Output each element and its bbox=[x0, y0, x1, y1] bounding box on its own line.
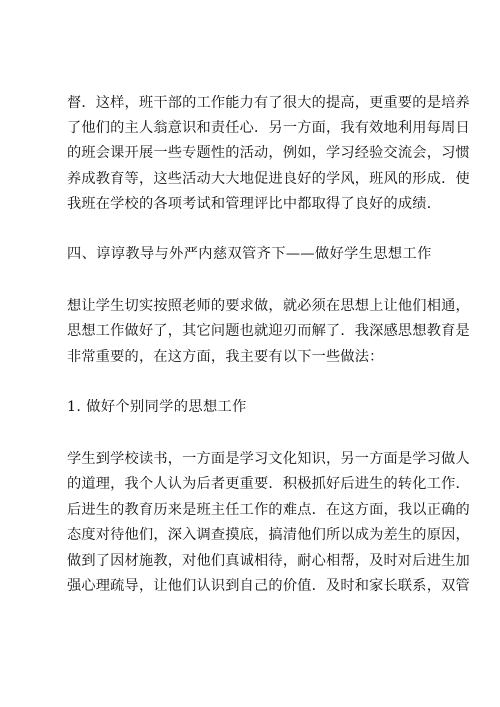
subheading: 1. 做好个别同学的思想工作 bbox=[67, 399, 247, 415]
paragraph-line: 了他们的主人翁意识和责任心．另一方面，我有效地利用每周日 bbox=[67, 120, 470, 136]
paragraph-line: 非常重要的，在这方面，我主要有以下一些做法： bbox=[67, 349, 384, 365]
paragraph-line: 后进生的教育历来是班主任工作的难点．在这方面，我以正确的 bbox=[67, 502, 470, 518]
paragraph-line: 的道理，我个人认为后者更重要．积极抓好后进生的转化工作． bbox=[67, 476, 470, 492]
paragraph-line: 养成教育等，这些活动大大地促进良好的学风，班风的形成．使 bbox=[67, 171, 470, 187]
section-heading: 四、谆谆教导与外严内慈双管齐下——做好学生思想工作 bbox=[67, 246, 432, 262]
paragraph-line: 学生到学校读书，一方面是学习文化知识，另一方面是学习做人 bbox=[67, 451, 470, 467]
paragraph-line: 督．这样，班干部的工作能力有了很大的提高，更重要的是培养 bbox=[67, 95, 470, 111]
paragraph-line: 思想工作做好了，其它问题也就迎刃而解了．我深感思想教育是 bbox=[67, 323, 470, 339]
paragraph-line: 想让学生切实按照老师的要求做，就必须在思想上让他们相通， bbox=[67, 298, 470, 314]
paragraph-line: 强心理疏导，让他们认识到自己的价值．及时和家长联系，双管 bbox=[67, 578, 470, 594]
paragraph-line: 态度对待他们，深入调查摸底，搞清他们所以成为差生的原因， bbox=[67, 527, 470, 543]
paragraph-line: 我班在学校的各项考试和管理评比中都取得了良好的成绩． bbox=[67, 196, 442, 212]
paragraph-line: 做到了因材施教，对他们真诚相待，耐心相帮，及时对后进生加 bbox=[67, 553, 470, 569]
paragraph-line: 的班会课开展一些专题性的活动，例如，学习经验交流会，习惯 bbox=[67, 145, 470, 161]
